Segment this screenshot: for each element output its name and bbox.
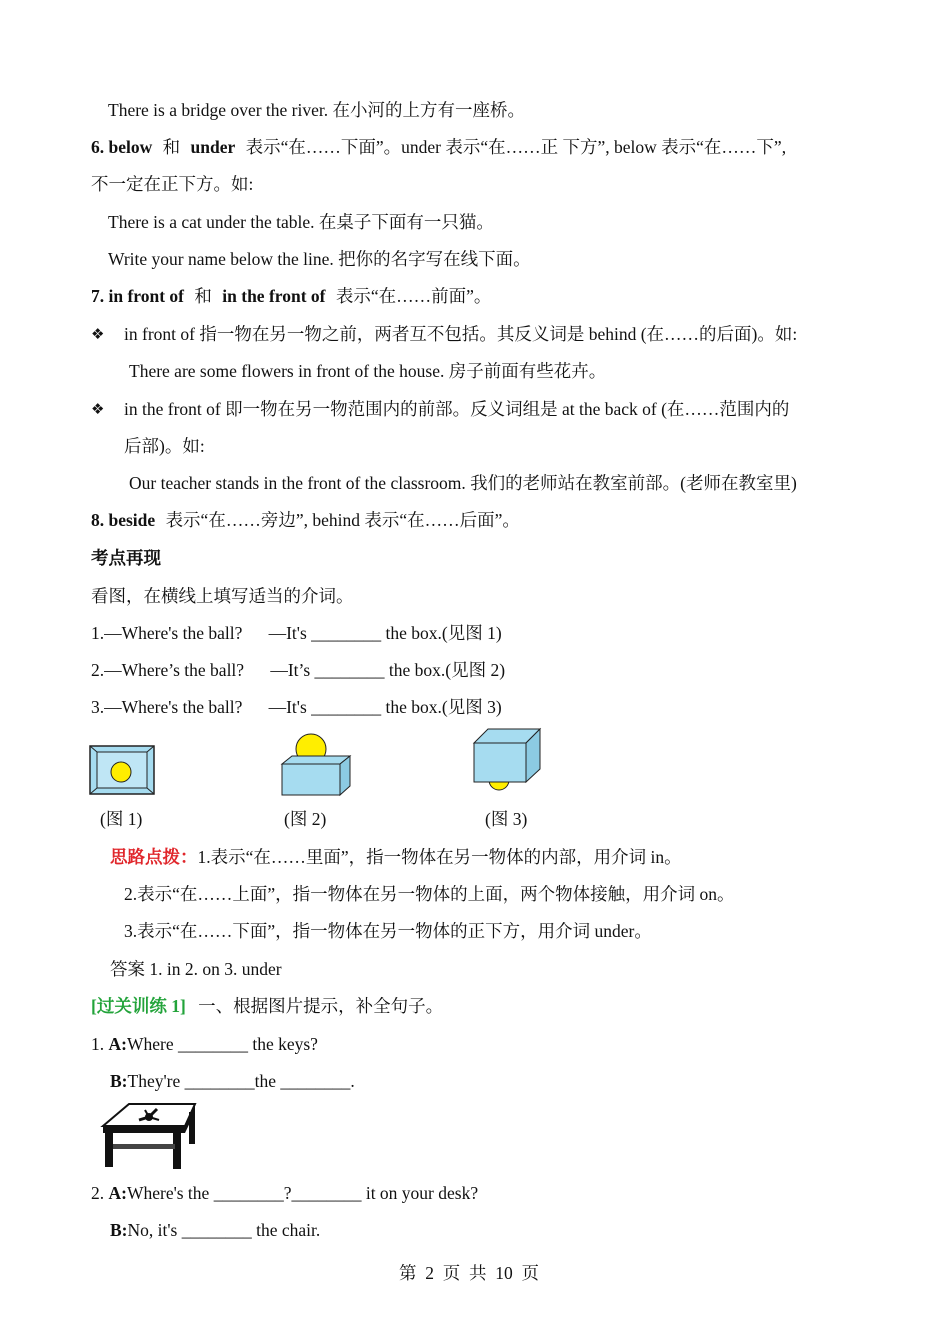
heading-under: under <box>190 137 236 157</box>
line-below-under <box>91 136 786 158</box>
tip-label: 思路点拨： <box>110 847 198 867</box>
training-heading <box>91 995 443 1017</box>
tip-1-text: 1.表示“在……里面”，指一物体在另一物体的内部，用介词 in。 <box>197 847 682 867</box>
beside-explanation: 表示“在……旁边”, behind 表示“在……后面”。 <box>165 510 520 530</box>
line-in-front-of-def: in front of 指一物在另一物之前，两者互不包括。其反义词是 behind (在……的后面)。如: <box>124 324 798 344</box>
figure-2-ball-on-box <box>280 732 352 798</box>
line-not-directly: 不一定在正下方。如: <box>91 174 254 194</box>
exercise-1-number: 1. <box>91 1034 105 1054</box>
speaker-b: B: <box>110 1220 128 1240</box>
figure-3-ball-under-box <box>472 727 544 793</box>
speaker-a: A: <box>108 1034 127 1054</box>
front-explanation: 表示“在……前面”。 <box>335 286 492 306</box>
tip-line-2: 2.表示“在……上面”，指一物体在另一物体的上面，两个物体接触，用介词 on。 <box>124 884 735 904</box>
figure-1-ball-in-box <box>89 745 157 797</box>
line-flowers-example: There are some flowers in front of the house. 房子前面有些花卉。 <box>129 361 607 381</box>
exercise-1-a-text: Where ________ the keys? <box>126 1034 318 1054</box>
exercise-1-b-text: They're ________the ________. <box>127 1071 355 1091</box>
below-under-explanation: 表示“在……下面”。under 表示“在……正 下方”, below 表示“在……下”, <box>245 137 787 157</box>
line-rear-part: 后部)。如: <box>124 436 205 456</box>
line-beside <box>91 509 520 531</box>
line-bridge: There is a bridge over the river. 在小河的上方有一座桥。 <box>108 100 525 120</box>
table-with-keys-picture <box>99 1100 199 1172</box>
training-label: [过关训练 1] <box>91 996 186 1016</box>
figure-3-label: (图 3) <box>485 809 528 829</box>
training-instruction: 一、根据图片提示，补全句子。 <box>198 996 444 1016</box>
figure-1-label: (图 1) <box>100 809 143 829</box>
exercise-2-number: 2. <box>91 1183 105 1203</box>
heading-in-the-front-of: in the front of <box>222 286 326 306</box>
exercise-1-b <box>110 1070 355 1092</box>
and-text: 和 <box>194 286 212 306</box>
speaker-a: A: <box>108 1183 127 1203</box>
and-text: 和 <box>162 137 181 157</box>
heading-below: 6. below <box>91 137 153 157</box>
heading-beside: 8. beside <box>91 510 156 530</box>
section-title: 考点再现 <box>91 548 161 568</box>
bullet-icon: ❖ <box>91 400 105 418</box>
heading-in-front-of: 7. in front of <box>91 286 185 306</box>
line-teacher-example: Our teacher stands in the front of the classroom. 我们的老师站在教室前部。(老师在教室里) <box>129 473 797 493</box>
question-2: 2.—Where’s the ball? —It’s ________ the box.(见图 2) <box>91 660 506 680</box>
line-cat-example: There is a cat under the table. 在桌子下面有一只猫。 <box>108 212 494 232</box>
instruction: 看图，在横线上填写适当的介词。 <box>91 586 354 606</box>
question-3: 3.—Where's the ball? —It's ________ the box.(见图 3) <box>91 697 502 717</box>
exercise-2-b <box>110 1219 320 1241</box>
line-in-front-of <box>91 285 491 307</box>
exercise-2-a-text: Where's the ________?________ it on your desk? <box>126 1183 479 1203</box>
tip-line-1 <box>110 846 682 868</box>
speaker-b: B: <box>110 1071 128 1091</box>
answer-line: 答案 1. in 2. on 3. under <box>110 959 282 979</box>
exercise-1-a <box>91 1033 318 1055</box>
question-1: 1.—Where's the ball? —It's ________ the box.(见图 1) <box>91 623 502 643</box>
tip-line-3: 3.表示“在……下面”，指一物体在另一物体的正下方，用介词 under。 <box>124 921 652 941</box>
line-in-the-front-of-def: in the front of 即一物在另一物范围内的前部。反义词组是 at the back of (在……范围内的 <box>124 399 790 419</box>
exercise-2-b-text: No, it's ________ the chair. <box>127 1220 321 1240</box>
page-footer: 第 2 页 共 10 页 <box>399 1263 539 1283</box>
line-name-example: Write your name below the line. 把你的名字写在线下面。 <box>108 249 531 269</box>
figure-2-label: (图 2) <box>284 809 327 829</box>
exercise-2-a <box>91 1182 478 1204</box>
bullet-icon: ❖ <box>91 325 105 343</box>
